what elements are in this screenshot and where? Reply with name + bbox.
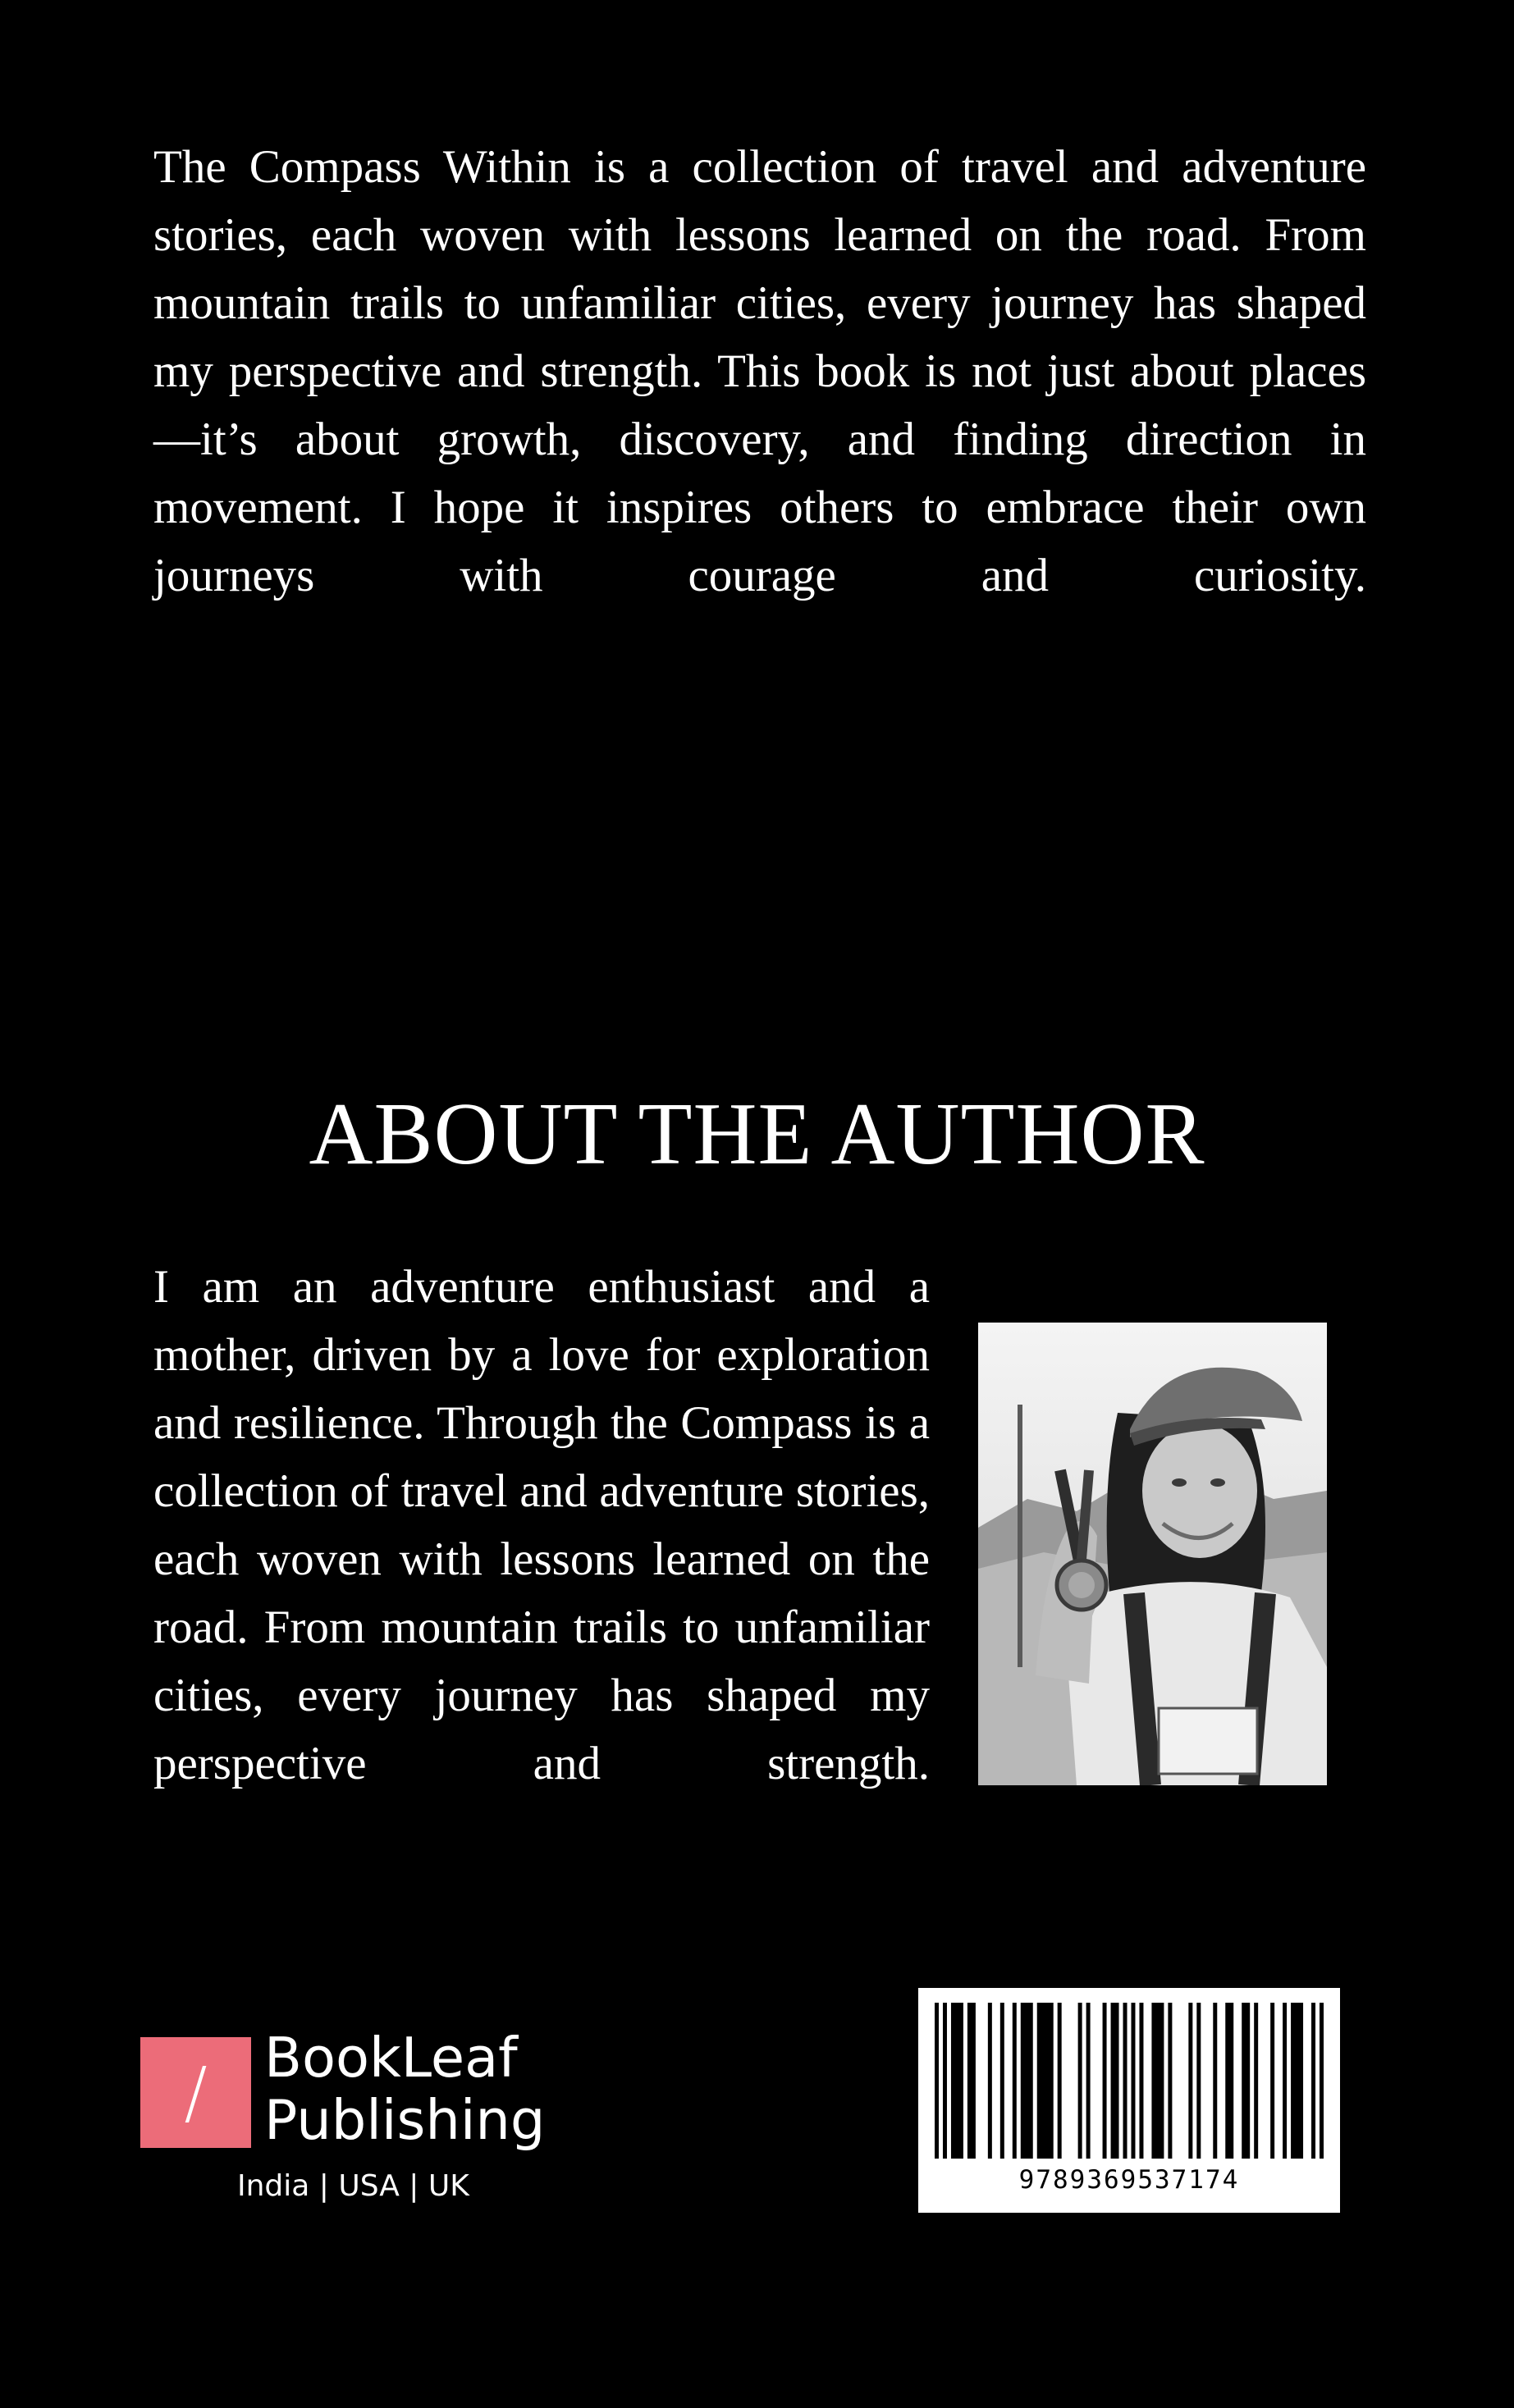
barcode-bar-24: [1254, 2003, 1258, 2159]
barcode-bar-18: [1168, 2003, 1172, 2159]
barcode-bar-22: [1225, 2003, 1233, 2159]
barcode-bar-25: [1270, 2003, 1274, 2159]
barcode-bar-20: [1196, 2003, 1201, 2159]
barcode-bar-14: [1123, 2003, 1127, 2159]
barcode-bar-27: [1291, 2003, 1303, 2159]
about-author-heading: ABOUT THE AUTHOR: [309, 1085, 1205, 1183]
publisher-regions: India | USA | UK: [237, 2169, 469, 2203]
barcode-bar-6: [1013, 2003, 1017, 2159]
barcode-bar-28: [1311, 2003, 1315, 2159]
author-bio: I am an adventure enthusiast and a mother, driven by a love for exploration and resilience. Through the Compass is a collection of travel and adventure stories, each woven with lessons learned on the road. From mountain trails to unfamiliar cities, every journey has shaped my perspective and strength.: [153, 1261, 930, 1789]
author-photo: [978, 1323, 1327, 1785]
slash-glyph: /: [184, 2052, 208, 2132]
isbn-barcode: [918, 1988, 1340, 2213]
barcode-bar-12: [1103, 2003, 1107, 2159]
book-blurb: The Compass Within is a collection of travel and adventure stories, each woven with lessons learned on the road. From mountain trails to unfamiliar cities, every journey has shaped my perspective and strength. This book is not just about places—it’s about growth, discovery, and finding direction in movement. I hope it inspires others to embrace their own journeys with courage and curiosity.: [153, 141, 1366, 601]
barcode-bar-3: [967, 2003, 976, 2159]
barcode-bar-11: [1086, 2003, 1091, 2159]
barcode-bar-15: [1131, 2003, 1135, 2159]
barcode-bar-9: [1058, 2003, 1062, 2159]
barcode-bar-16: [1139, 2003, 1143, 2159]
barcode-bar-10: [1078, 2003, 1082, 2159]
barcode-bars: [935, 2003, 1324, 2159]
author-photo-image: [978, 1323, 1327, 1785]
barcode-bar-1: [943, 2003, 947, 2159]
barcode-bar-19: [1188, 2003, 1192, 2159]
barcode-bar-2: [951, 2003, 963, 2159]
barcode-bar-8: [1037, 2003, 1054, 2159]
barcode-bar-0: [935, 2003, 939, 2159]
barcode-bar-4: [988, 2003, 992, 2159]
barcode-bar-21: [1213, 2003, 1217, 2159]
barcode-bar-5: [1000, 2003, 1004, 2159]
barcode-bar-17: [1151, 2003, 1164, 2159]
barcode-bar-23: [1242, 2003, 1250, 2159]
publisher-name: [264, 2026, 545, 2151]
publisher-name-line2: Publishing: [264, 2088, 546, 2152]
slash-logo-icon: [140, 2037, 251, 2148]
barcode-bar-13: [1111, 2003, 1119, 2159]
publisher-name-line1: BookLeaf: [264, 2026, 518, 2090]
barcode-bar-29: [1320, 2003, 1324, 2159]
barcode-bar-7: [1021, 2003, 1033, 2159]
barcode-bar-26: [1283, 2003, 1287, 2159]
publisher-logo: [140, 2026, 567, 2215]
isbn-number: 9789369537174: [1018, 2165, 1240, 2195]
